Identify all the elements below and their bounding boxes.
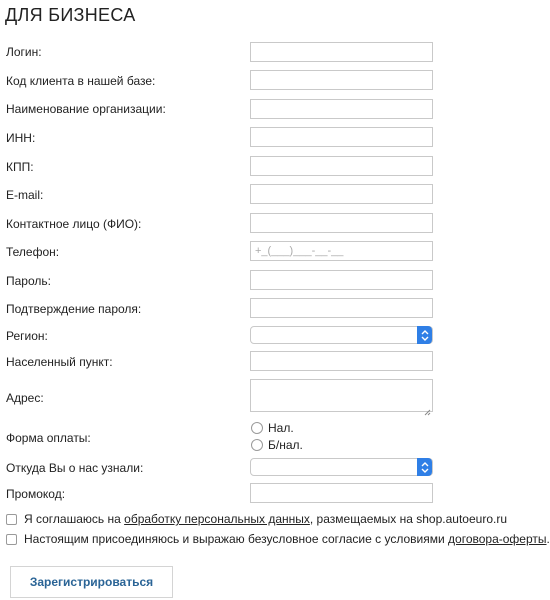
updown-chevron-icon <box>417 326 432 344</box>
email-label: E-mail: <box>6 188 44 202</box>
password-label: Пароль: <box>6 274 51 288</box>
org-name-label: Наименование организации: <box>6 102 166 116</box>
contact-label: Контактное лицо (ФИО): <box>6 217 142 231</box>
phone-label: Телефон: <box>6 245 60 259</box>
consent-pd-prefix: Я соглашаюсь на <box>24 512 121 526</box>
region-select[interactable] <box>250 326 433 344</box>
updown-chevron-icon <box>417 458 432 476</box>
source-select[interactable] <box>250 458 433 476</box>
region-label: Регион: <box>6 329 48 343</box>
city-input[interactable] <box>250 351 433 371</box>
resize-grip-icon[interactable] <box>424 403 431 410</box>
payment-option-label: Б/нал. <box>268 438 303 452</box>
password-confirm-input[interactable] <box>250 298 433 318</box>
address-label: Адрес: <box>6 391 44 405</box>
phone-input[interactable] <box>250 241 433 261</box>
email-input[interactable] <box>250 184 433 204</box>
password-confirm-label: Подтверждение пароля: <box>6 302 142 316</box>
offer-contract-link[interactable]: договора-оферты <box>448 532 547 546</box>
login-input[interactable] <box>250 42 433 62</box>
city-label: Населенный пункт: <box>6 355 113 369</box>
register-button[interactable]: Зарегистрироваться <box>10 566 173 598</box>
radio-button[interactable] <box>251 439 263 451</box>
inn-label: ИНН: <box>6 131 36 145</box>
kpp-label: КПП: <box>6 160 34 174</box>
payment-option-label: Нал. <box>268 421 294 435</box>
payment-option-cash[interactable] <box>251 421 294 435</box>
personal-data-link[interactable]: обработку персональных данных <box>124 512 310 526</box>
checkbox[interactable] <box>6 534 17 545</box>
client-code-input[interactable] <box>250 70 433 90</box>
payment-option-cashless[interactable] <box>251 438 303 452</box>
inn-input[interactable] <box>250 127 433 147</box>
phone-mask-placeholder: +_(___)___-__-__ <box>255 245 344 257</box>
consent-offer-prefix: Настоящим присоединяюсь и выражаю безусловное согласие с условиями <box>24 532 445 546</box>
kpp-input[interactable] <box>250 156 433 176</box>
page-title: ДЛЯ БИЗНЕСА <box>5 5 136 25</box>
consent-offer-suffix: . <box>546 532 550 546</box>
client-code-label: Код клиента в нашей базе: <box>6 74 156 88</box>
checkbox[interactable] <box>6 514 17 525</box>
login-label: Логин: <box>6 45 42 59</box>
password-input[interactable] <box>250 270 433 290</box>
source-label: Откуда Вы о нас узнали: <box>6 461 144 475</box>
consent-pd-suffix: , размещаемых на shop.autoeuro.ru <box>309 512 507 526</box>
consent-personal-data <box>6 512 507 526</box>
address-textarea[interactable] <box>250 379 433 412</box>
contact-input[interactable] <box>250 213 433 233</box>
promo-label: Промокод: <box>6 487 66 501</box>
payment-label: Форма оплаты: <box>6 431 91 445</box>
org-name-input[interactable] <box>250 99 433 119</box>
consent-offer <box>6 532 550 546</box>
promo-input[interactable] <box>250 483 433 503</box>
radio-button[interactable] <box>251 422 263 434</box>
